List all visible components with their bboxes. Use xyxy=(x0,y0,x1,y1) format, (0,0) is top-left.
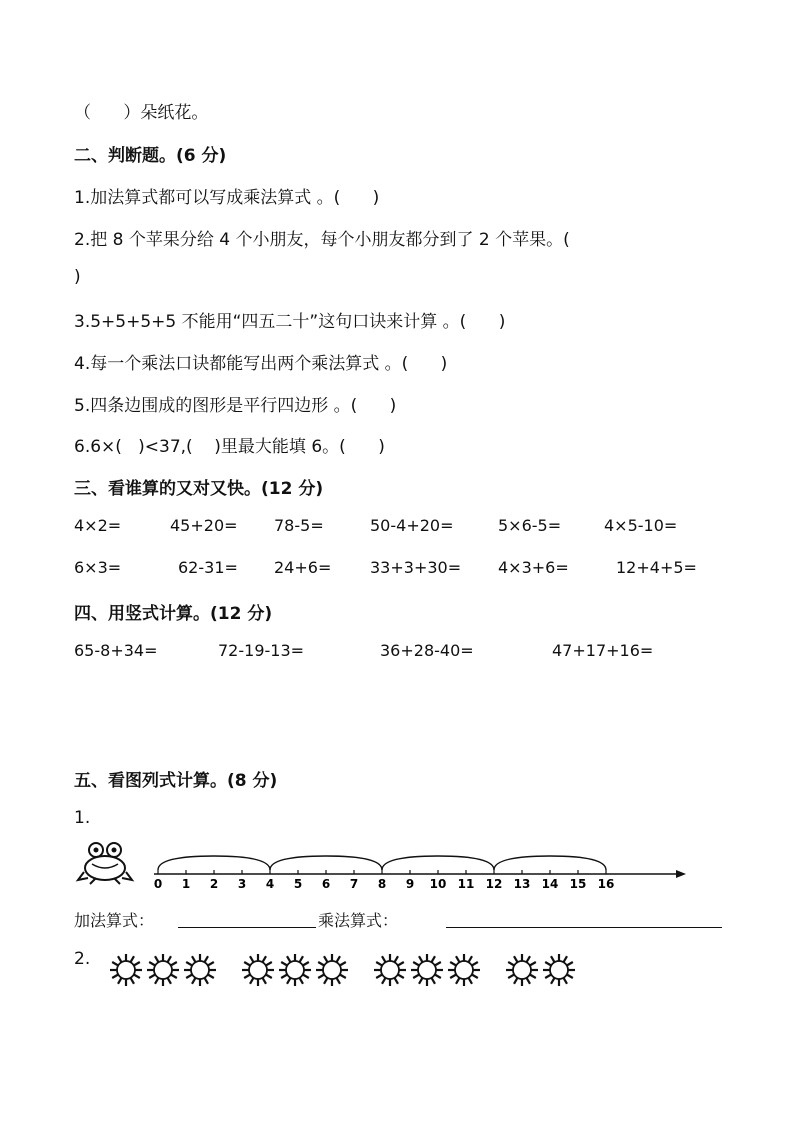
question1-label: 1. xyxy=(74,808,91,828)
vertical-calc-1: 65-8+34= xyxy=(74,641,158,660)
calc-r2-2: 62-31= xyxy=(178,558,238,577)
jump-arc-3 xyxy=(382,856,494,870)
multiplication-label: 乘法算式： xyxy=(318,911,399,930)
calc-r1-6: 4×5-10= xyxy=(604,516,678,535)
tick-label-1: 1 xyxy=(181,877,191,891)
tick-label-6: 6 xyxy=(321,877,331,891)
calc-r2-1: 6×3= xyxy=(74,558,122,577)
flower-icon xyxy=(242,954,274,986)
calc-r1-3: 78-5= xyxy=(274,516,324,535)
flower-icon xyxy=(411,954,443,986)
addition-label: 加法算式： xyxy=(74,911,155,930)
judge-item-5: 5.四条边围成的图形是平行四边形 。( ) xyxy=(74,396,397,416)
jump-arc-4 xyxy=(494,856,606,870)
tick-label-11: 11 xyxy=(457,877,475,891)
calc-r1-5: 5×6-5= xyxy=(498,516,562,535)
flower-icon xyxy=(184,954,216,986)
flower-icon xyxy=(506,954,538,986)
flower-groups xyxy=(104,952,624,992)
jump-arc-1 xyxy=(158,856,270,870)
tick-label-13: 13 xyxy=(513,877,531,891)
calc-r1-2: 45+20= xyxy=(170,516,238,535)
flower-icon xyxy=(110,954,142,986)
frog-icon xyxy=(76,840,136,886)
tick-label-4: 4 xyxy=(265,877,275,891)
judge-item-1: 1.加法算式都可以写成乘法算式 。( ) xyxy=(74,188,380,208)
tick-label-16: 16 xyxy=(597,877,615,891)
section3-heading: 三、看谁算的又对又快。(12 分) xyxy=(74,479,324,499)
vertical-calc-2: 72-19-13= xyxy=(218,641,305,660)
flower-icon xyxy=(279,954,311,986)
tick-label-9: 9 xyxy=(405,877,415,891)
flower-icon xyxy=(543,954,575,986)
tick-label-7: 7 xyxy=(349,877,359,891)
flower-icon xyxy=(374,954,406,986)
calc-r1-1: 4×2= xyxy=(74,516,122,535)
tick-label-14: 14 xyxy=(541,877,559,891)
vertical-calc-4: 47+17+16= xyxy=(552,641,654,660)
section2-heading: 二、判断题。(6 分) xyxy=(74,146,227,166)
tick-label-15: 15 xyxy=(569,877,587,891)
calc-r2-5: 4×3+6= xyxy=(498,558,569,577)
jump-arc-2 xyxy=(270,856,382,870)
number-line xyxy=(150,850,690,890)
tick-label-3: 3 xyxy=(237,877,247,891)
judge-item-6: 6.6×( )<37,( )里最大能填 6。( ) xyxy=(74,437,385,457)
section5-heading: 五、看图列式计算。(8 分) xyxy=(74,771,278,791)
judge-item-3: 3.5+5+5+5 不能用“四五二十”这句口诀来计算 。( ) xyxy=(74,312,506,332)
flower-icon xyxy=(448,954,480,986)
tick-label-10: 10 xyxy=(429,877,447,891)
judge-item-4: 4.每一个乘法口诀都能写出两个乘法算式 。( ) xyxy=(74,354,448,374)
tick-marks xyxy=(154,870,615,891)
vertical-calc-3: 36+28-40= xyxy=(380,641,474,660)
jump-arcs xyxy=(158,856,606,870)
calc-r2-4: 33+3+30= xyxy=(370,558,462,577)
tick-label-5: 5 xyxy=(293,877,303,891)
calc-r1-4: 50-4+20= xyxy=(370,516,454,535)
judge-item-2: 2.把 8 个苹果分给 4 个小朋友，每个小朋友都分到了 2 个苹果。( xyxy=(74,230,570,250)
flower-icon xyxy=(147,954,179,986)
judge-item-2-cont: ) xyxy=(74,267,81,287)
calc-r2-6: 12+4+5= xyxy=(616,558,697,577)
tick-label-0: 0 xyxy=(153,877,163,891)
calc-r2-3: 24+6= xyxy=(274,558,332,577)
multiplication-answer-blank[interactable] xyxy=(446,927,722,928)
tick-label-8: 8 xyxy=(377,877,387,891)
addition-answer-blank[interactable] xyxy=(178,927,316,928)
tick-label-2: 2 xyxy=(209,877,219,891)
flower-icon xyxy=(316,954,348,986)
question2-label: 2. xyxy=(74,949,91,969)
continued-question-line: （ ）朵纸花。 xyxy=(74,103,209,123)
tick-label-12: 12 xyxy=(485,877,503,891)
section4-heading: 四、用竖式计算。(12 分) xyxy=(74,604,273,624)
